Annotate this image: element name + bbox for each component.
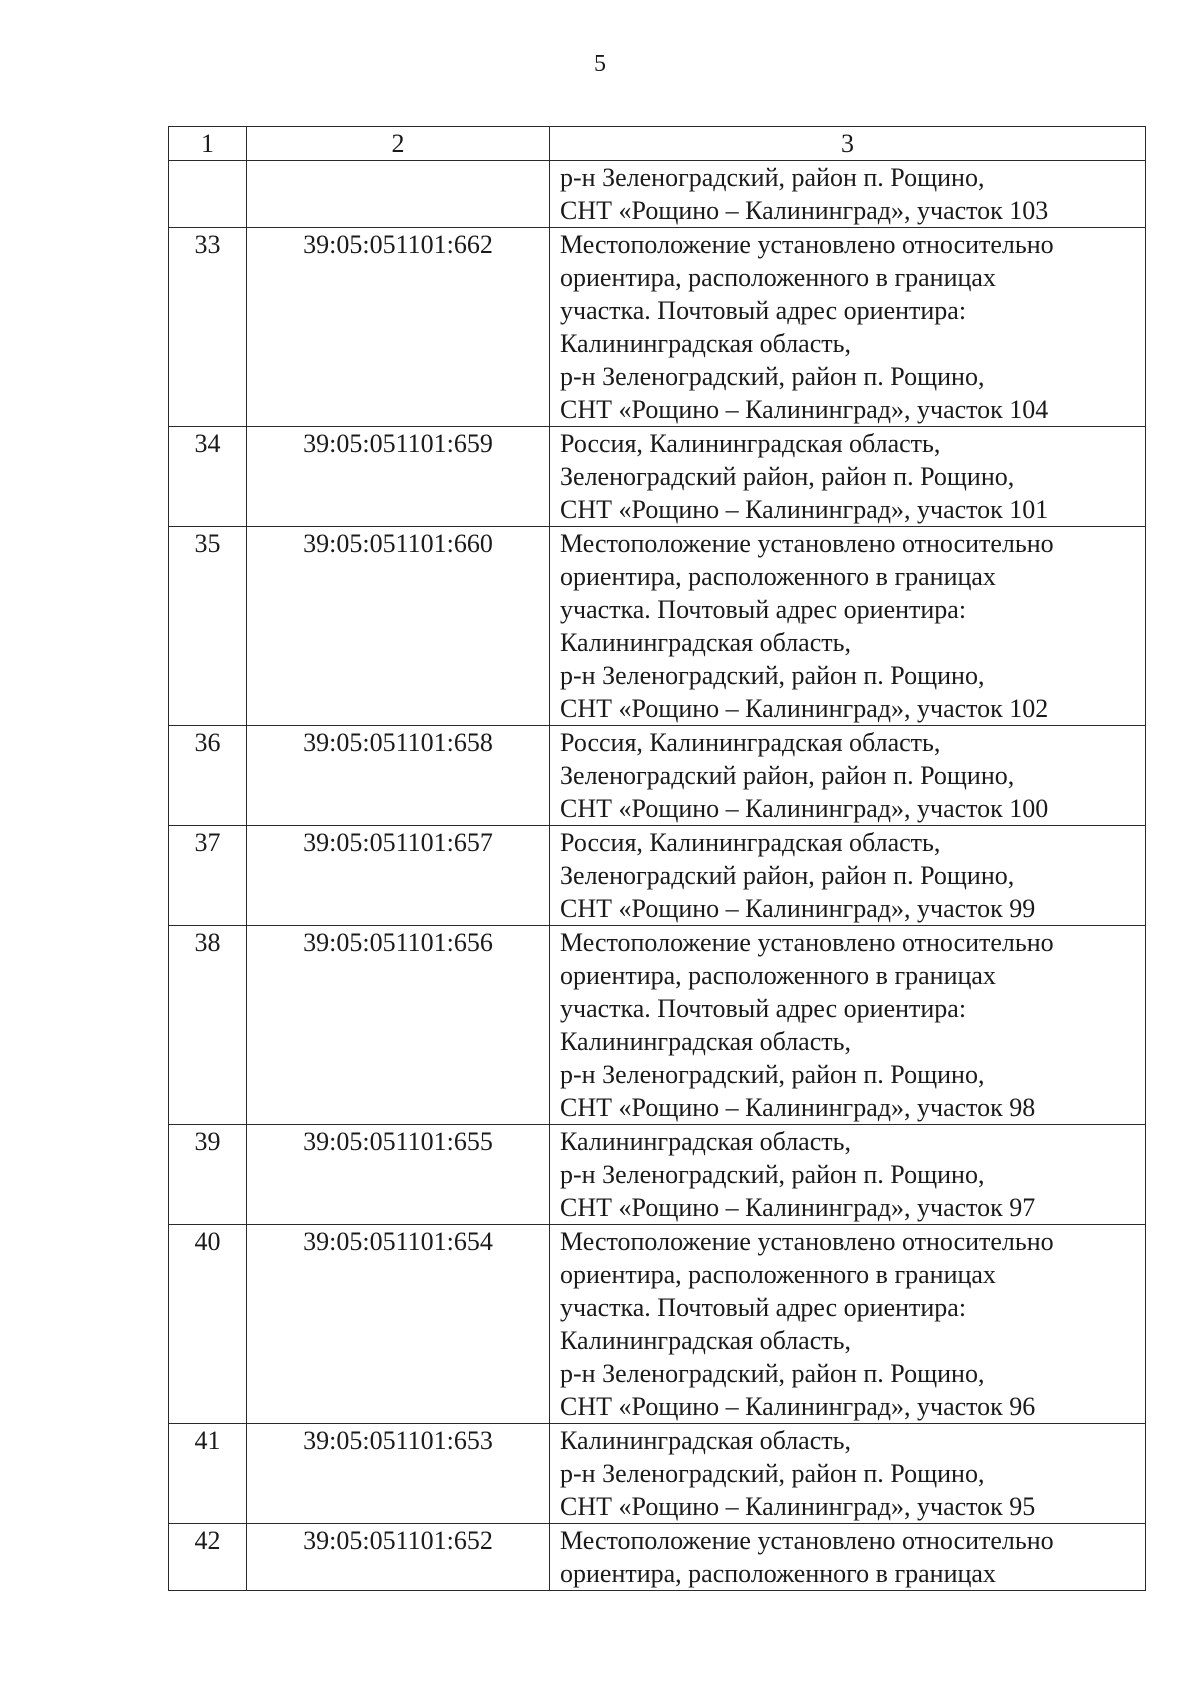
address-line: р-н Зеленоградский, район п. Рощино, — [560, 1160, 985, 1189]
address-line: СНТ «Рощино – Калининград», участок 102 — [560, 694, 1049, 723]
address-line: Местоположение установлено относительно — [560, 1227, 1054, 1256]
address-line: участка. Почтовый адрес ориентира: — [560, 1293, 967, 1322]
address-line: Зеленоградский район, район п. Рощино, — [560, 462, 1015, 491]
page-number: 5 — [594, 51, 606, 77]
address-line: р-н Зеленоградский, район п. Рощино, — [560, 1359, 985, 1388]
address-line: р-н Зеленоградский, район п. Рощино, — [560, 1459, 985, 1488]
table-row — [169, 1524, 1146, 1591]
table-row — [169, 228, 1146, 427]
cadastral-number: 39:05:051101:660 — [247, 527, 550, 726]
address-line: СНТ «Рощино – Калининград», участок 99 — [560, 894, 1036, 923]
address-line: Россия, Калининградская область, — [560, 828, 941, 857]
address-line: участка. Почтовый адрес ориентира: — [560, 296, 967, 325]
address-line: СНТ «Рощино – Калининград», участок 103 — [560, 196, 1049, 225]
address-line: Местоположение установлено относительно — [560, 529, 1054, 558]
cadastral-number — [247, 161, 550, 228]
cadastral-number: 39:05:051101:662 — [247, 228, 550, 427]
row-number: 39 — [169, 1125, 247, 1225]
cadastral-number: 39:05:051101:653 — [247, 1424, 550, 1524]
address-line: ориентира, расположенного в границах — [560, 263, 996, 292]
row-number — [169, 161, 247, 228]
row-number: 33 — [169, 228, 247, 427]
table-header-row — [169, 127, 1146, 161]
address-line: Калининградская область, — [560, 1426, 851, 1455]
column-header-cadastral: 2 — [247, 127, 550, 161]
row-number: 36 — [169, 726, 247, 826]
address-line: р-н Зеленоградский, район п. Рощино, — [560, 163, 985, 192]
address-line: Россия, Калининградская область, — [560, 429, 941, 458]
address-line: р-н Зеленоградский, район п. Рощино, — [560, 661, 985, 690]
cadastral-number: 39:05:051101:659 — [247, 427, 550, 527]
address-line: СНТ «Рощино – Калининград», участок 95 — [560, 1492, 1036, 1521]
address-line: Калининградская область, — [560, 1027, 851, 1056]
address-cell — [550, 1424, 1146, 1524]
row-number: 42 — [169, 1524, 247, 1591]
address-cell — [550, 1524, 1146, 1591]
cadastral-number: 39:05:051101:657 — [247, 826, 550, 926]
table-row — [169, 1225, 1146, 1424]
address-cell — [550, 527, 1146, 726]
table-row — [169, 926, 1146, 1125]
address-line: ориентира, расположенного в границах — [560, 961, 996, 990]
row-number: 41 — [169, 1424, 247, 1524]
column-header-address: 3 — [550, 127, 1146, 161]
cadastral-number: 39:05:051101:655 — [247, 1125, 550, 1225]
table-row — [169, 161, 1146, 228]
cadastral-number: 39:05:051101:654 — [247, 1225, 550, 1424]
table-row — [169, 1125, 1146, 1225]
address-line: р-н Зеленоградский, район п. Рощино, — [560, 1060, 985, 1089]
address-line: Зеленоградский район, район п. Рощино, — [560, 861, 1015, 890]
address-line: Местоположение установлено относительно — [560, 928, 1054, 957]
table-row — [169, 826, 1146, 926]
cadastral-number: 39:05:051101:658 — [247, 726, 550, 826]
row-number: 38 — [169, 926, 247, 1125]
address-line: Калининградская область, — [560, 1326, 851, 1355]
address-line: ориентира, расположенного в границах — [560, 1559, 996, 1588]
address-line: Местоположение установлено относительно — [560, 1526, 1054, 1555]
table-row — [169, 1424, 1146, 1524]
address-line: СНТ «Рощино – Калининград», участок 98 — [560, 1093, 1036, 1122]
row-number: 37 — [169, 826, 247, 926]
cadastral-number: 39:05:051101:652 — [247, 1524, 550, 1591]
address-line: СНТ «Рощино – Калининград», участок 104 — [560, 395, 1049, 424]
row-number: 34 — [169, 427, 247, 527]
row-number: 40 — [169, 1225, 247, 1424]
address-line: Калининградская область, — [560, 329, 851, 358]
address-line: Калининградская область, — [560, 1127, 851, 1156]
address-line: Зеленоградский район, район п. Рощино, — [560, 761, 1015, 790]
address-line: участка. Почтовый адрес ориентира: — [560, 994, 967, 1023]
table-row — [169, 527, 1146, 726]
address-cell — [550, 1125, 1146, 1225]
address-cell — [550, 228, 1146, 427]
address-line: Россия, Калининградская область, — [560, 728, 941, 757]
address-line: СНТ «Рощино – Калининград», участок 100 — [560, 794, 1049, 823]
address-cell — [550, 427, 1146, 527]
address-line: СНТ «Рощино – Калининград», участок 97 — [560, 1193, 1036, 1222]
land-plot-table — [168, 126, 1146, 1591]
column-header-number: 1 — [169, 127, 247, 161]
address-line: Калининградская область, — [560, 628, 851, 657]
address-line: р-н Зеленоградский, район п. Рощино, — [560, 362, 985, 391]
table-row — [169, 726, 1146, 826]
address-line: ориентира, расположенного в границах — [560, 562, 996, 591]
row-number: 35 — [169, 527, 247, 726]
address-cell — [550, 161, 1146, 228]
address-line: СНТ «Рощино – Калининград», участок 96 — [560, 1392, 1036, 1421]
address-line: Местоположение установлено относительно — [560, 230, 1054, 259]
table-row — [169, 427, 1146, 527]
address-cell — [550, 1225, 1146, 1424]
address-cell — [550, 926, 1146, 1125]
cadastral-number: 39:05:051101:656 — [247, 926, 550, 1125]
address-cell — [550, 726, 1146, 826]
table-body — [169, 161, 1146, 1591]
address-line: СНТ «Рощино – Калининград», участок 101 — [560, 495, 1049, 524]
address-line: ориентира, расположенного в границах — [560, 1260, 996, 1289]
address-cell — [550, 826, 1146, 926]
address-line: участка. Почтовый адрес ориентира: — [560, 595, 967, 624]
